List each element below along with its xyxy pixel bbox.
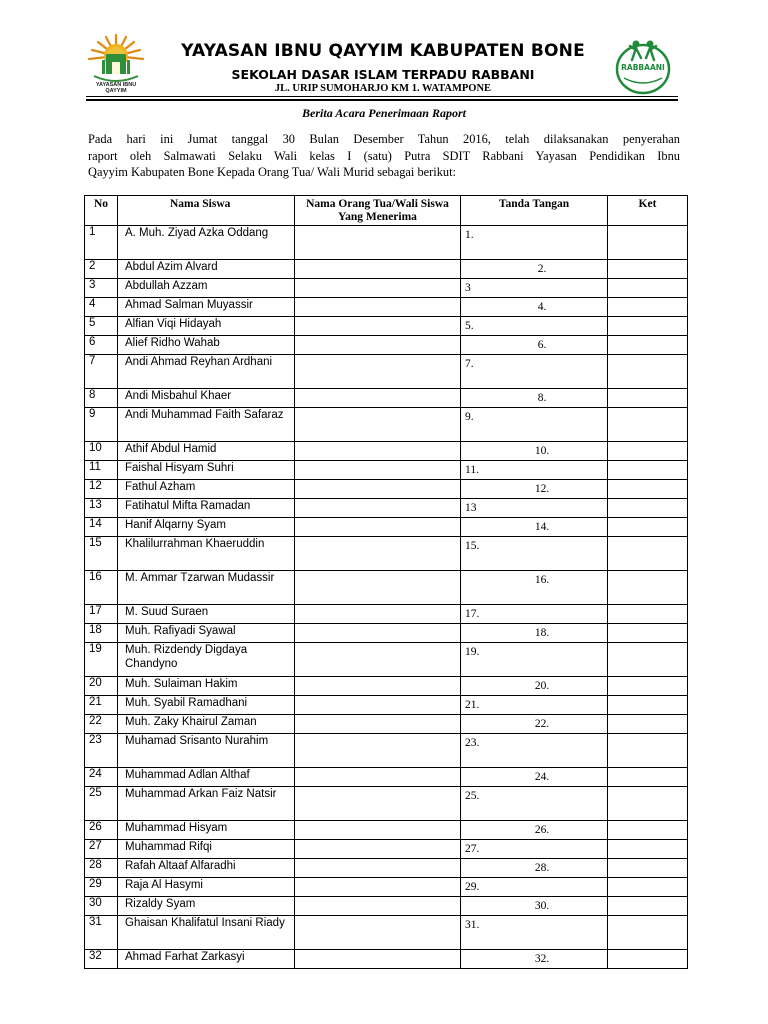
row-number: 31 (85, 916, 118, 950)
table-row (85, 878, 688, 897)
remarks-cell (608, 859, 688, 878)
rabbani-school-logo-icon (612, 36, 674, 98)
guardian-name-cell (295, 768, 461, 787)
table-row (85, 317, 688, 336)
table-row (85, 571, 688, 605)
signature-cell: 5. (461, 317, 608, 336)
guardian-name-cell (295, 336, 461, 355)
row-number: 4 (85, 298, 118, 317)
student-name: Alfian Viqi Hidayah (118, 317, 295, 336)
guardian-name-cell (295, 298, 461, 317)
student-name: Rizaldy Syam (118, 897, 295, 916)
signature-cell: 23. (461, 734, 608, 768)
school-address: JL. URIP SUMOHARJO KM 1. WATAMPONE (274, 83, 492, 94)
remarks-cell (608, 950, 688, 969)
remarks-cell (608, 605, 688, 624)
student-name: Muh. Rafiyadi Syawal (118, 624, 295, 643)
remarks-cell (608, 355, 688, 389)
remarks-cell (608, 480, 688, 499)
foundation-name: YAYASAN IBNU QAYYIM KABUPATEN BONE (181, 41, 585, 61)
row-number: 6 (85, 336, 118, 355)
student-name: Muhammad Rifqi (118, 840, 295, 859)
row-number: 30 (85, 897, 118, 916)
table-row (85, 461, 688, 480)
student-name: Fathul Azham (118, 480, 295, 499)
student-name: Muhammad Adlan Althaf (118, 768, 295, 787)
row-number: 23 (85, 734, 118, 768)
table-row (85, 389, 688, 408)
remarks-cell (608, 787, 688, 821)
signature-cell: 24. (461, 768, 608, 787)
row-number: 32 (85, 950, 118, 969)
signature-cell: 16. (461, 571, 608, 605)
signature-cell: 29. (461, 878, 608, 897)
guardian-name-cell (295, 355, 461, 389)
table-row (85, 821, 688, 840)
remarks-cell (608, 897, 688, 916)
student-name: Muhammad Hisyam (118, 821, 295, 840)
remarks-cell (608, 768, 688, 787)
emblem-caption: YAYASAN IBNU QAYYIM (95, 82, 137, 94)
report-receipt-table (84, 195, 688, 969)
student-name: Athif Abdul Hamid (118, 442, 295, 461)
row-number: 3 (85, 279, 118, 298)
table-row (85, 897, 688, 916)
guardian-name-cell (295, 408, 461, 442)
row-number: 24 (85, 768, 118, 787)
student-name: Hanif Alqarny Syam (118, 518, 295, 537)
row-number: 14 (85, 518, 118, 537)
signature-cell: 11. (461, 461, 608, 480)
student-name: Khalilurrahman Khaeruddin (118, 537, 295, 571)
remarks-cell (608, 279, 688, 298)
remarks-cell (608, 518, 688, 537)
header-rule-thick (86, 99, 678, 101)
table-row (85, 715, 688, 734)
row-number: 22 (85, 715, 118, 734)
row-number: 5 (85, 317, 118, 336)
signature-cell: 32. (461, 950, 608, 969)
signature-cell: 6. (461, 336, 608, 355)
signature-cell: 1. (461, 226, 608, 260)
table-row (85, 734, 688, 768)
signature-cell: 15. (461, 537, 608, 571)
intro-line: Qayyim Kabupaten Bone Kepada Orang Tua/ Wali Murid sebagai berikut: (88, 165, 457, 179)
guardian-name-cell (295, 840, 461, 859)
student-name: Muhammad Arkan Faiz Natsir (118, 787, 295, 821)
signature-cell: 17. (461, 605, 608, 624)
remarks-cell (608, 336, 688, 355)
student-name: Andi Ahmad Reyhan Ardhani (118, 355, 295, 389)
guardian-name-cell (295, 696, 461, 715)
table-row (85, 298, 688, 317)
row-number: 9 (85, 408, 118, 442)
student-name: Ahmad Farhat Zarkasyi (118, 950, 295, 969)
table-row (85, 916, 688, 950)
remarks-cell (608, 499, 688, 518)
student-name: Andi Misbahul Khaer (118, 389, 295, 408)
row-number: 13 (85, 499, 118, 518)
student-name: Ghaisan Khalifatul Insani Riady (118, 916, 295, 950)
signature-cell: 10. (461, 442, 608, 461)
column-header-no: No (85, 196, 118, 226)
table-header-row (85, 196, 688, 226)
student-name: Muh. Sulaiman Hakim (118, 677, 295, 696)
student-name: Ahmad Salman Muyassir (118, 298, 295, 317)
guardian-name-cell (295, 859, 461, 878)
row-number: 7 (85, 355, 118, 389)
guardian-name-cell (295, 605, 461, 624)
guardian-name-cell (295, 571, 461, 605)
row-number: 1 (85, 226, 118, 260)
row-number: 11 (85, 461, 118, 480)
table-row (85, 355, 688, 389)
signature-cell: 13 (461, 499, 608, 518)
student-name: Muhamad Srisanto Nurahim (118, 734, 295, 768)
guardian-name-cell (295, 821, 461, 840)
signature-cell: 21. (461, 696, 608, 715)
table-row (85, 518, 688, 537)
document-title: Berita Acara Penerimaan Raport (302, 106, 466, 120)
student-name: Alief Ridho Wahab (118, 336, 295, 355)
row-number: 2 (85, 260, 118, 279)
remarks-cell (608, 821, 688, 840)
signature-cell: 18. (461, 624, 608, 643)
column-header-ket: Ket (608, 196, 688, 226)
row-number: 19 (85, 643, 118, 677)
intro-line: Pada hari ini Jumat tanggal 30 Bulan Desember Tahun 2016, telah dilaksanakan penyerahan (88, 132, 680, 146)
guardian-name-cell (295, 518, 461, 537)
student-name: A. Muh. Ziyad Azka Oddang (118, 226, 295, 260)
signature-cell: 12. (461, 480, 608, 499)
row-number: 21 (85, 696, 118, 715)
table-row (85, 950, 688, 969)
svg-text:RABBAANI: RABBAANI (621, 63, 665, 72)
student-name: Fatihatul Mifta Ramadan (118, 499, 295, 518)
guardian-name-cell (295, 715, 461, 734)
table-row (85, 260, 688, 279)
student-name: Raja Al Hasymi (118, 878, 295, 897)
school-name: SEKOLAH DASAR ISLAM TERPADU RABBANI (231, 67, 535, 82)
student-name: Abdullah Azzam (118, 279, 295, 298)
guardian-name-cell (295, 442, 461, 461)
remarks-cell (608, 624, 688, 643)
signature-cell: 3 (461, 279, 608, 298)
guardian-name-cell (295, 499, 461, 518)
guardian-name-cell (295, 950, 461, 969)
row-number: 15 (85, 537, 118, 571)
remarks-cell (608, 840, 688, 859)
row-number: 17 (85, 605, 118, 624)
signature-cell: 27. (461, 840, 608, 859)
row-number: 16 (85, 571, 118, 605)
table-row (85, 336, 688, 355)
intro-paragraph (88, 131, 680, 181)
signature-cell: 30. (461, 897, 608, 916)
remarks-cell (608, 260, 688, 279)
remarks-cell (608, 408, 688, 442)
table-row (85, 840, 688, 859)
table-row (85, 677, 688, 696)
remarks-cell (608, 537, 688, 571)
student-name: Muh. Zaky Khairul Zaman (118, 715, 295, 734)
intro-line: raport oleh Salmawati Selaku Wali kelas I (satu) Putra SDIT Rabbani Yayasan Pendidikan Ibnu (88, 148, 680, 163)
remarks-cell (608, 571, 688, 605)
remarks-cell (608, 461, 688, 480)
guardian-name-cell (295, 226, 461, 260)
remarks-cell (608, 677, 688, 696)
signature-cell: 31. (461, 916, 608, 950)
column-header-tanda-tangan: Tanda Tangan (461, 196, 608, 226)
remarks-cell (608, 878, 688, 897)
signature-cell: 14. (461, 518, 608, 537)
column-header-nama-siswa: Nama Siswa (118, 196, 295, 226)
row-number: 27 (85, 840, 118, 859)
remarks-cell (608, 317, 688, 336)
guardian-name-cell (295, 734, 461, 768)
row-number: 12 (85, 480, 118, 499)
signature-cell: 2. (461, 260, 608, 279)
table-row (85, 408, 688, 442)
signature-cell: 22. (461, 715, 608, 734)
remarks-cell (608, 696, 688, 715)
student-name: Rafah Altaaf Alfaradhi (118, 859, 295, 878)
signature-cell: 28. (461, 859, 608, 878)
student-name: Muh. Syabil Ramadhani (118, 696, 295, 715)
guardian-name-cell (295, 677, 461, 696)
guardian-name-cell (295, 480, 461, 499)
table-row (85, 480, 688, 499)
guardian-name-cell (295, 897, 461, 916)
signature-cell: 4. (461, 298, 608, 317)
table-row (85, 226, 688, 260)
guardian-name-cell (295, 537, 461, 571)
signature-cell: 9. (461, 408, 608, 442)
table-body (85, 226, 688, 969)
table-row (85, 696, 688, 715)
student-name: Faishal Hisyam Suhri (118, 461, 295, 480)
remarks-cell (608, 226, 688, 260)
signature-cell: 8. (461, 389, 608, 408)
remarks-cell (608, 734, 688, 768)
table-row (85, 442, 688, 461)
row-number: 29 (85, 878, 118, 897)
signature-cell: 19. (461, 643, 608, 677)
table-row (85, 643, 688, 677)
guardian-name-cell (295, 317, 461, 336)
table-row (85, 537, 688, 571)
table-row (85, 499, 688, 518)
guardian-name-cell (295, 279, 461, 298)
remarks-cell (608, 715, 688, 734)
signature-cell: 20. (461, 677, 608, 696)
table-row (85, 605, 688, 624)
table-row (85, 787, 688, 821)
remarks-cell (608, 442, 688, 461)
guardian-name-cell (295, 643, 461, 677)
row-number: 28 (85, 859, 118, 878)
guardian-name-cell (295, 916, 461, 950)
signature-cell: 26. (461, 821, 608, 840)
student-name: M. Ammar Tzarwan Mudassir (118, 571, 295, 605)
student-name: M. Suud Suraen (118, 605, 295, 624)
guardian-name-cell (295, 787, 461, 821)
remarks-cell (608, 298, 688, 317)
table-row (85, 279, 688, 298)
signature-cell: 25. (461, 787, 608, 821)
signature-cell: 7. (461, 355, 608, 389)
column-header-wali: Nama Orang Tua/Wali Siswa Yang Menerima (295, 196, 461, 226)
header-rule-thin (86, 96, 678, 97)
guardian-name-cell (295, 389, 461, 408)
guardian-name-cell (295, 461, 461, 480)
guardian-name-cell (295, 260, 461, 279)
row-number: 20 (85, 677, 118, 696)
row-number: 26 (85, 821, 118, 840)
remarks-cell (608, 389, 688, 408)
table-row (85, 859, 688, 878)
row-number: 18 (85, 624, 118, 643)
guardian-name-cell (295, 878, 461, 897)
table-row (85, 768, 688, 787)
student-name: Abdul Azim Alvard (118, 260, 295, 279)
student-name: Andi Muhammad Faith Safaraz (118, 408, 295, 442)
row-number: 25 (85, 787, 118, 821)
remarks-cell (608, 916, 688, 950)
student-name: Muh. Rizdendy Digdaya Chandyno (118, 643, 295, 677)
row-number: 8 (85, 389, 118, 408)
remarks-cell (608, 643, 688, 677)
row-number: 10 (85, 442, 118, 461)
guardian-name-cell (295, 624, 461, 643)
table-row (85, 624, 688, 643)
